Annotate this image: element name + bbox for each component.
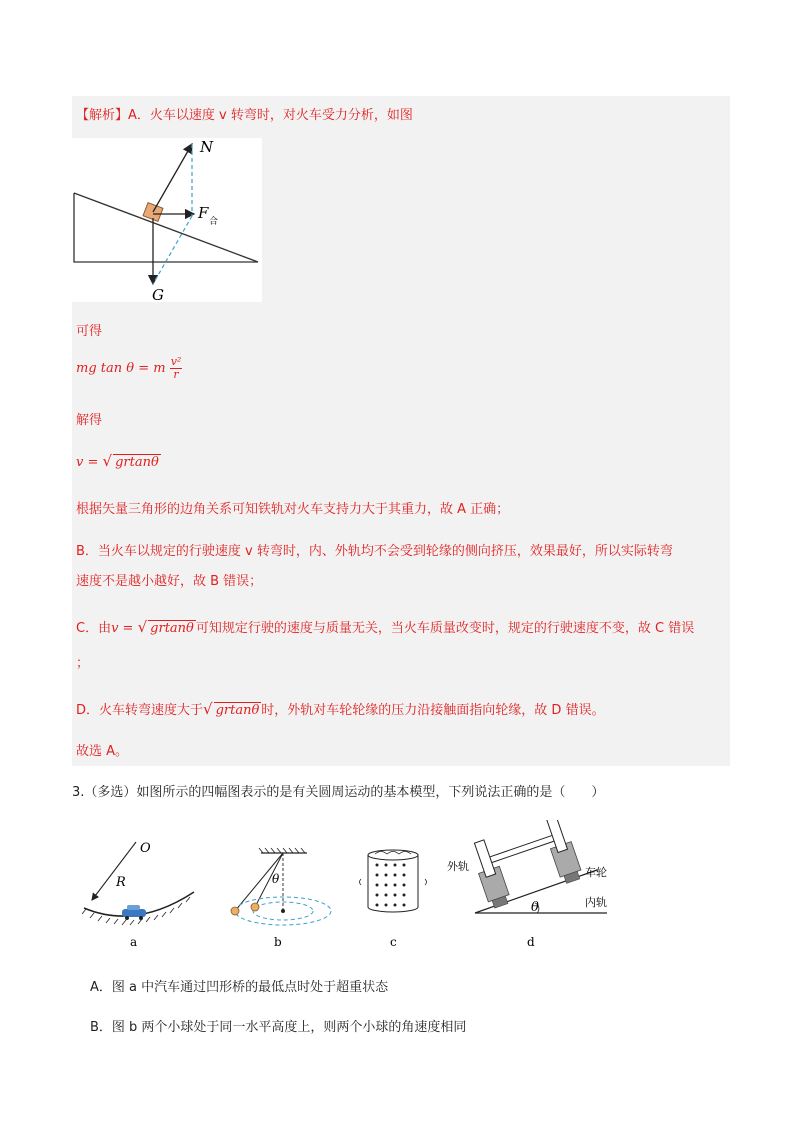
pd-pre: D．火车转弯速度大于 [76, 703, 204, 718]
eq2-radicand: grtanθ [115, 455, 159, 470]
analysis-tag: 【解析】 [76, 108, 129, 123]
paragraph-c-tail: ； [76, 656, 90, 671]
option-b: B．图 b 两个小球处于同一水平高度上，则两个小球的角速度相同 [90, 1020, 467, 1035]
figure-b [225, 845, 345, 950]
fig-d-inner: 内轨 [585, 896, 607, 909]
label-n: N [200, 138, 214, 156]
figure-c [355, 845, 435, 950]
figure-d [445, 820, 615, 950]
fig-d-outer: 外轨 [447, 860, 469, 873]
label-g: G [152, 286, 164, 302]
text-kede: 可得 [76, 324, 103, 339]
paragraph-d: D．火车转弯速度大于√ grtanθ 时，外轨对车轮轮缘的压力沿接触面指向轮缘，故 D 错误。 [76, 700, 605, 718]
label-f-sub: 合 [209, 217, 219, 227]
eq1-num: v² [170, 355, 182, 368]
fig-a-r: R [116, 875, 126, 890]
pc-post: 可知规定行驶的速度与质量无关，当火车质量改变时，规定的行驶速度不变，故 C 错误 [195, 621, 695, 636]
eq1-fraction [170, 356, 183, 381]
paragraph-b-2: 速度不是越小越好，故 B 错误； [76, 574, 263, 589]
answer-line: 故选 A。 [76, 744, 129, 759]
option-a: A．图 a 中汽车通过凹形桥的最低点时处于超重状态 [90, 980, 389, 995]
fig-d-theta: θ [531, 900, 539, 915]
fig-b-caption: b [274, 935, 282, 949]
pc-radicand: grtanθ [150, 621, 194, 636]
paragraph-b-1: B．当火车以规定的行驶速度 v 转弯时，内、外轨均不会受到轮缘的侧向挤压，效果最好，所以实际转弯 [76, 544, 673, 559]
eq1-lhs: mg tan θ = m [76, 361, 166, 376]
fig-a-caption: a [130, 935, 138, 949]
equation-1 [76, 356, 182, 381]
fig-c-caption: c [390, 935, 397, 949]
pd-post: 时，外轨对车轮轮缘的压力沿接触面指向轮缘，故 D 错误。 [261, 703, 605, 718]
fig-d-caption: d [527, 935, 535, 949]
figure-a [78, 828, 198, 950]
question-stem: 3.（多选）如图所示的四幅图表示的是有关圆周运动的基本模型，下列说法正确的是（ ） [72, 785, 605, 800]
text-jiede: 解得 [76, 413, 103, 428]
fig-b-theta: θ [272, 872, 280, 886]
force-diagram [72, 138, 262, 302]
analysis-line1: A．火车以速度 v 转弯时，对火车受力分析，如图 [128, 108, 413, 123]
eq2-lhs: v = [76, 455, 99, 470]
pc-v: v = [111, 621, 134, 636]
analysis-line-a [76, 104, 413, 123]
fig-a-o: O [140, 841, 151, 856]
equation-2: v = √ grtanθ [76, 452, 159, 470]
paragraph-c: C．由v = √ grtanθ 可知规定行驶的速度与质量无关，当火车质量改变时，规定的行驶速度不变，故 C 错误 [76, 618, 695, 636]
fig-d-wheel: 车轮 [585, 866, 607, 879]
eq1-den: r [173, 368, 179, 381]
pd-radicand: grtanθ [215, 703, 260, 718]
paragraph-a: 根据矢量三角形的边角关系可知铁轨对火车支持力大于其重力，故 A 正确； [76, 502, 510, 517]
label-f: F [198, 204, 209, 222]
pc-pre: C．由 [76, 621, 112, 636]
